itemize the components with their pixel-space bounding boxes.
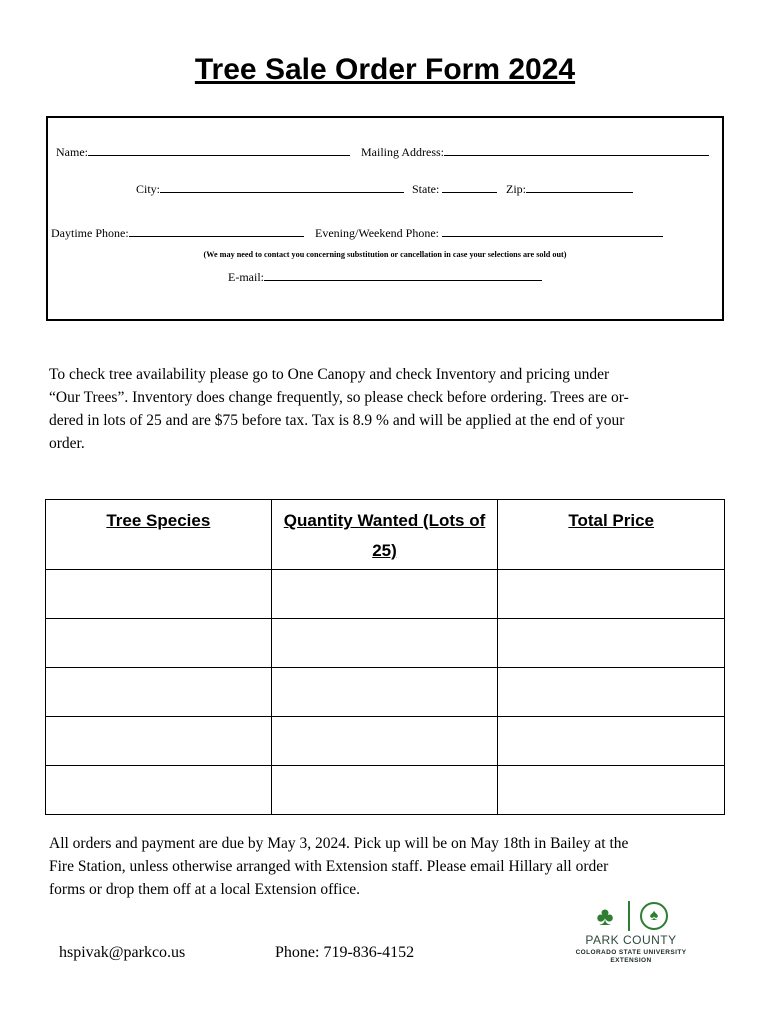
intro-line: To check tree availability please go to One Canopy and check Inventory and pricing under <box>49 366 610 383</box>
logo-icons <box>588 900 678 932</box>
header-quantity: Quantity Wanted (Lots of 25) <box>271 500 498 570</box>
city-field[interactable] <box>160 181 404 193</box>
species-cell[interactable] <box>46 668 272 717</box>
contact-phone: Phone: 719-836-4152 <box>275 944 415 961</box>
logo-subtitle-2: EXTENSION <box>610 957 652 964</box>
species-cell[interactable] <box>46 717 272 766</box>
zip-field[interactable] <box>526 181 633 193</box>
extension-logo <box>566 900 696 966</box>
zip-row <box>506 181 633 197</box>
table-row <box>46 619 725 668</box>
intro-line: dered in lots of 25 and are $75 before tax. Tax is 8.9 % and will be applied at the end of your <box>49 412 625 429</box>
logo-divider <box>628 901 630 931</box>
state-label: State: <box>412 182 440 196</box>
closing-line: All orders and payment are due by May 3, 2024. Pick up will be on May 18th in Bailey at the <box>49 835 629 852</box>
email-field[interactable] <box>264 269 542 281</box>
daytime-phone-label: Daytime Phone: <box>51 226 129 240</box>
zip-label: Zip: <box>506 182 526 196</box>
header-total-price: Total Price <box>498 500 725 570</box>
price-cell[interactable] <box>498 619 725 668</box>
table-header-row <box>46 500 725 570</box>
table-row <box>46 668 725 717</box>
table-row <box>46 717 725 766</box>
quantity-cell[interactable] <box>271 766 498 815</box>
species-cell[interactable] <box>46 570 272 619</box>
price-cell[interactable] <box>498 766 725 815</box>
contact-email[interactable]: hspivak@parkco.us <box>59 944 186 961</box>
price-cell[interactable] <box>498 668 725 717</box>
evening-phone-field[interactable] <box>442 225 663 237</box>
state-row <box>412 181 497 197</box>
name-field[interactable] <box>88 144 350 156</box>
intro-line: “Our Trees”. Inventory does change frequently, so please check before ordering. Trees are or- <box>49 389 629 406</box>
evening-phone-label: Evening/Weekend Phone: <box>315 226 440 240</box>
species-cell[interactable] <box>46 766 272 815</box>
quantity-cell[interactable] <box>271 717 498 766</box>
email-row <box>228 269 542 285</box>
daytime-phone-row <box>51 225 304 241</box>
logo-subtitle-1: COLORADO STATE UNIVERSITY <box>575 949 687 956</box>
state-field[interactable] <box>442 181 497 193</box>
closing-line: forms or drop them off at a local Extension office. <box>49 881 361 898</box>
intro-line: order. <box>49 435 85 452</box>
price-cell[interactable] <box>498 717 725 766</box>
mailing-address-field[interactable] <box>444 144 709 156</box>
quantity-cell[interactable] <box>271 570 498 619</box>
closing-line: Fire Station, unless otherwise arranged with Extension staff. Please email Hillary all order <box>49 858 609 875</box>
species-cell[interactable] <box>46 619 272 668</box>
table-row <box>46 570 725 619</box>
price-cell[interactable] <box>498 570 725 619</box>
contact-note: (We may need to contact you concerning substitution or cancellation in case your selections are sold out) <box>203 250 567 259</box>
contact-info-box <box>46 116 724 321</box>
city-label: City: <box>136 182 161 196</box>
page-title: Tree Sale Order Form 2024 <box>194 53 576 86</box>
city-row <box>136 181 404 197</box>
4h-clover-icon: ♣ <box>596 901 614 931</box>
header-tree-species: Tree Species <box>46 500 272 570</box>
logo-name: PARK COUNTY <box>585 933 677 947</box>
intro-paragraph <box>49 363 719 455</box>
order-table <box>45 499 725 815</box>
table-row <box>46 766 725 815</box>
mailing-address-row <box>361 144 709 160</box>
daytime-phone-field[interactable] <box>129 225 304 237</box>
quantity-cell[interactable] <box>271 619 498 668</box>
email-label: E-mail: <box>228 270 264 284</box>
csu-ram-icon: ♠ <box>640 902 668 930</box>
name-label: Name: <box>56 145 88 159</box>
evening-phone-row <box>315 225 663 241</box>
mailing-address-label: Mailing Address: <box>361 145 444 159</box>
closing-paragraph <box>49 832 719 901</box>
quantity-cell[interactable] <box>271 668 498 717</box>
name-row <box>56 144 350 160</box>
